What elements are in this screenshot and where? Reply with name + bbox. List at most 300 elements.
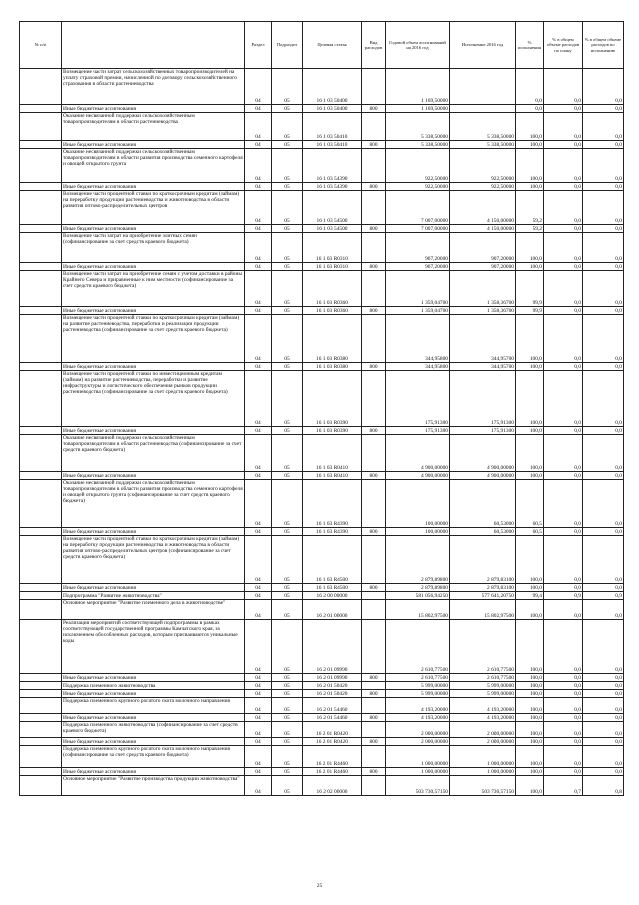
cell-percent: 60,5 <box>516 480 544 528</box>
cell-plan: 7 007,00000 <box>386 225 450 233</box>
cell-fact: 60,53000 <box>450 480 516 528</box>
cell-name: Иные бюджетные ассигнования <box>62 363 245 371</box>
cell-target-article: 16 1 03 54500 <box>303 225 362 233</box>
cell-name: Иные бюджетные ассигнования <box>62 183 245 191</box>
cell-razdel: 04 <box>245 315 272 363</box>
cell-podrazdel: 05 <box>272 105 303 113</box>
cell-plan: 2 610,77500 <box>386 674 450 682</box>
cell-podrazdel: 05 <box>272 584 303 592</box>
cell-percent: 100,0 <box>516 738 544 746</box>
cell-target-article: 16 1 03 R0410 <box>303 472 362 480</box>
cell-plan: 2 000,00000 <box>386 738 450 746</box>
cell-share-fact: 0,0 <box>583 183 624 191</box>
cell-expense-type <box>362 149 386 183</box>
cell-share-plan: 0,0 <box>544 536 583 584</box>
cell-share-fact: 0,0 <box>583 233 624 263</box>
cell-target-article: 16 2 01 50420 <box>303 682 362 690</box>
cell-fact: 1 358,36700 <box>450 271 516 307</box>
cell-share-fact: 0,0 <box>583 435 624 472</box>
cell-target-article: 16 2 02 00000 <box>303 776 362 796</box>
cell-name: Реализация мероприятий соответствующей подпрограммы в рамках соответствующей государственной программы Камчатского края, за исключением обособленных расходов, которым присваиваются уникальные коды <box>62 620 245 674</box>
table-row <box>20 191 624 225</box>
cell-percent: 100,0 <box>516 472 544 480</box>
cell-name: Основное мероприятие "Развитие производства продукции животноводства" <box>62 776 245 796</box>
cell-percent: 100,0 <box>516 682 544 690</box>
cell-share-fact: 0,0 <box>583 191 624 225</box>
cell-razdel: 04 <box>245 776 272 796</box>
cell-share-fact: 0,0 <box>583 427 624 435</box>
table-row <box>20 263 624 271</box>
cell-plan: 4 193,20000 <box>386 698 450 714</box>
cell-num <box>20 722 62 738</box>
cell-razdel: 04 <box>245 307 272 315</box>
cell-share-fact: 0,0 <box>583 620 624 674</box>
cell-name: Иные бюджетные ассигнования <box>62 472 245 480</box>
header-expense-type: Вид расходов <box>362 22 386 69</box>
table-row <box>20 472 624 480</box>
cell-percent: 100,0 <box>516 536 544 584</box>
cell-plan: 1 359,04700 <box>386 271 450 307</box>
cell-num <box>20 113 62 141</box>
cell-num <box>20 191 62 225</box>
table-row <box>20 776 624 796</box>
cell-razdel: 04 <box>245 620 272 674</box>
table-row <box>20 225 624 233</box>
cell-expense-type: 800 <box>362 307 386 315</box>
cell-percent: 100,0 <box>516 141 544 149</box>
cell-podrazdel: 05 <box>272 233 303 263</box>
header-razdel: Раздел <box>245 22 272 69</box>
cell-num <box>20 480 62 528</box>
cell-expense-type: 800 <box>362 690 386 698</box>
cell-target-article: 16 2 01 R0420 <box>303 722 362 738</box>
cell-razdel: 04 <box>245 191 272 225</box>
cell-target-article: 16 2 01 54460 <box>303 714 362 722</box>
cell-name: Поддержка племенного животноводства (софинансирование за счет средств краевого бюджета) <box>62 722 245 738</box>
table-row <box>20 307 624 315</box>
cell-plan: 5 999,00000 <box>386 682 450 690</box>
cell-share-fact: 0,0 <box>583 768 624 776</box>
cell-razdel: 04 <box>245 690 272 698</box>
cell-expense-type <box>362 698 386 714</box>
cell-podrazdel: 05 <box>272 371 303 427</box>
cell-razdel: 04 <box>245 528 272 536</box>
cell-name: Возмещение части процентной ставки по краткосрочным кредитам (займам) на переработку продукции растениеводства и животноводства в области развития оптово-распределительных центров (софинансирование за счет средств краевого бюджета) <box>62 536 245 584</box>
cell-podrazdel: 05 <box>272 714 303 722</box>
table-row <box>20 722 624 738</box>
cell-share-plan: 0,0 <box>544 141 583 149</box>
cell-share-fact: 0,0 <box>583 113 624 141</box>
cell-plan: 344,95800 <box>386 315 450 363</box>
cell-num <box>20 105 62 113</box>
cell-fact: 503 730,57150 <box>450 776 516 796</box>
cell-razdel: 04 <box>245 225 272 233</box>
cell-num <box>20 363 62 371</box>
cell-podrazdel: 05 <box>272 69 303 105</box>
cell-share-plan: 0,7 <box>544 776 583 796</box>
cell-share-plan: 0,0 <box>544 746 583 768</box>
cell-podrazdel: 05 <box>272 746 303 768</box>
table-row <box>20 682 624 690</box>
header-share-plan: % в общем объеме расходов по плану <box>544 22 583 69</box>
cell-expense-type: 800 <box>362 363 386 371</box>
cell-share-plan: 0,0 <box>544 263 583 271</box>
cell-podrazdel: 05 <box>272 183 303 191</box>
cell-name: Иные бюджетные ассигнования <box>62 528 245 536</box>
cell-podrazdel: 05 <box>272 620 303 674</box>
cell-percent: 100,0 <box>516 435 544 472</box>
cell-expense-type: 800 <box>362 472 386 480</box>
cell-expense-type: 800 <box>362 183 386 191</box>
cell-target-article: 16 1 03 50400 <box>303 69 362 105</box>
cell-target-article: 16 1 03 R0380 <box>303 315 362 363</box>
cell-share-fact: 0,0 <box>583 600 624 620</box>
cell-share-fact: 0,8 <box>583 776 624 796</box>
cell-target-article: 16 1 03 R0310 <box>303 263 362 271</box>
cell-expense-type: 800 <box>362 584 386 592</box>
cell-share-plan: 0,0 <box>544 738 583 746</box>
cell-plan: 2 879,89800 <box>386 536 450 584</box>
cell-fact: 2 610,77500 <box>450 620 516 674</box>
cell-name: Иные бюджетные ассигнования <box>62 141 245 149</box>
cell-percent: 100,0 <box>516 263 544 271</box>
cell-share-plan: 0,0 <box>544 722 583 738</box>
cell-share-plan: 0,0 <box>544 307 583 315</box>
cell-razdel: 04 <box>245 105 272 113</box>
cell-fact: 344,95700 <box>450 363 516 371</box>
table-header-row <box>20 22 624 69</box>
cell-expense-type: 800 <box>362 528 386 536</box>
cell-fact <box>450 69 516 105</box>
table-row <box>20 427 624 435</box>
cell-plan: 1 359,04700 <box>386 307 450 315</box>
cell-num <box>20 233 62 263</box>
cell-razdel: 04 <box>245 592 272 600</box>
cell-expense-type: 800 <box>362 105 386 113</box>
cell-name: Иные бюджетные ассигнования <box>62 225 245 233</box>
cell-percent: 100,0 <box>516 620 544 674</box>
cell-plan: 1 169,50000 <box>386 105 450 113</box>
cell-share-fact: 0,0 <box>583 714 624 722</box>
cell-num <box>20 768 62 776</box>
cell-share-plan: 0,0 <box>544 682 583 690</box>
cell-name: Иные бюджетные ассигнования <box>62 307 245 315</box>
cell-percent: 100,0 <box>516 363 544 371</box>
table-row <box>20 584 624 592</box>
cell-share-fact: 0,0 <box>583 315 624 363</box>
cell-expense-type: 800 <box>362 225 386 233</box>
cell-share-fact: 0,9 <box>583 592 624 600</box>
cell-name: Иные бюджетные ассигнования <box>62 768 245 776</box>
cell-podrazdel: 05 <box>272 427 303 435</box>
cell-expense-type: 800 <box>362 768 386 776</box>
header-target-article: Целевая статья <box>303 22 362 69</box>
table-row <box>20 363 624 371</box>
cell-name: Иные бюджетные ассигнования <box>62 690 245 698</box>
cell-razdel: 04 <box>245 722 272 738</box>
cell-share-plan: 0,0 <box>544 225 583 233</box>
cell-share-fact: 0,0 <box>583 69 624 105</box>
cell-plan: 922,50000 <box>386 183 450 191</box>
cell-name: Поддержка племенного крупного рогатого скота молочного направления <box>62 698 245 714</box>
cell-target-article: 16 2 01 09990 <box>303 620 362 674</box>
cell-fact: 60,53000 <box>450 528 516 536</box>
table-row <box>20 746 624 768</box>
cell-share-fact: 0,0 <box>583 746 624 768</box>
table-row <box>20 714 624 722</box>
cell-target-article: 16 1 03 R4500 <box>303 536 362 584</box>
cell-share-fact: 0,0 <box>583 738 624 746</box>
cell-podrazdel: 05 <box>272 536 303 584</box>
cell-razdel: 04 <box>245 536 272 584</box>
cell-target-article: 16 2 01 R0420 <box>303 738 362 746</box>
cell-podrazdel: 05 <box>272 738 303 746</box>
cell-target-article: 16 1 03 R4500 <box>303 584 362 592</box>
header-percent: % исполнения <box>516 22 544 69</box>
cell-target-article: 16 1 03 R0390 <box>303 427 362 435</box>
cell-num <box>20 149 62 183</box>
cell-fact: 907,20000 <box>450 263 516 271</box>
cell-share-fact: 0,0 <box>583 271 624 307</box>
cell-share-fact: 0,0 <box>583 674 624 682</box>
cell-fact: 4 150,00000 <box>450 191 516 225</box>
cell-plan: 5 999,00000 <box>386 690 450 698</box>
cell-razdel: 04 <box>245 682 272 690</box>
cell-num <box>20 620 62 674</box>
cell-num <box>20 315 62 363</box>
cell-target-article: 16 1 03 R0380 <box>303 363 362 371</box>
cell-razdel: 04 <box>245 674 272 682</box>
cell-num <box>20 307 62 315</box>
cell-fact: 2 610,77500 <box>450 674 516 682</box>
cell-fact: 4 193,20000 <box>450 714 516 722</box>
cell-expense-type: 800 <box>362 714 386 722</box>
cell-expense-type: 800 <box>362 141 386 149</box>
cell-name: Поддержка племенного животноводства <box>62 682 245 690</box>
cell-share-fact: 0,0 <box>583 105 624 113</box>
table-row <box>20 183 624 191</box>
cell-razdel: 04 <box>245 427 272 435</box>
cell-plan: 907,20000 <box>386 233 450 263</box>
budget-table-page <box>19 21 623 796</box>
cell-percent: 100,0 <box>516 183 544 191</box>
cell-percent: 100,0 <box>516 690 544 698</box>
cell-target-article: 16 2 01 09990 <box>303 674 362 682</box>
cell-name: Оказание несвязанной поддержки сельскохозяйственным товаропроизводителям в области растениеводства (софинансирование за счет средств краевого бюджета) <box>62 435 245 472</box>
cell-target-article: 16 1 03 R4390 <box>303 480 362 528</box>
cell-razdel: 04 <box>245 746 272 768</box>
cell-name: Иные бюджетные ассигнования <box>62 584 245 592</box>
cell-num <box>20 69 62 105</box>
cell-fact: 5 338,50000 <box>450 113 516 141</box>
cell-fact: 4 150,00000 <box>450 225 516 233</box>
cell-expense-type: 800 <box>362 263 386 271</box>
cell-percent: 0,0 <box>516 105 544 113</box>
cell-expense-type <box>362 315 386 363</box>
cell-name: Иные бюджетные ассигнования <box>62 263 245 271</box>
cell-percent: 100,0 <box>516 674 544 682</box>
cell-share-plan: 0,0 <box>544 584 583 592</box>
cell-plan: 922,50000 <box>386 149 450 183</box>
table-row <box>20 620 624 674</box>
cell-plan: 4 900,00000 <box>386 435 450 472</box>
cell-num <box>20 536 62 584</box>
cell-percent: 100,0 <box>516 427 544 435</box>
cell-plan: 15 802,97500 <box>386 600 450 620</box>
table-row <box>20 768 624 776</box>
cell-razdel: 04 <box>245 480 272 528</box>
cell-share-plan: 0,0 <box>544 714 583 722</box>
cell-num <box>20 690 62 698</box>
cell-percent: 100,0 <box>516 714 544 722</box>
cell-razdel: 04 <box>245 183 272 191</box>
cell-plan: 4 900,00000 <box>386 472 450 480</box>
cell-share-fact: 0,0 <box>583 371 624 427</box>
cell-share-fact: 0,0 <box>583 149 624 183</box>
cell-podrazdel: 05 <box>272 225 303 233</box>
cell-plan: 100,00000 <box>386 480 450 528</box>
cell-expense-type <box>362 191 386 225</box>
cell-num <box>20 183 62 191</box>
cell-expense-type <box>362 271 386 307</box>
cell-percent: 100,0 <box>516 746 544 768</box>
cell-podrazdel: 05 <box>272 674 303 682</box>
cell-expense-type <box>362 233 386 263</box>
cell-percent: 0,0 <box>516 69 544 105</box>
cell-num <box>20 271 62 307</box>
cell-fact: 1 000,00000 <box>450 768 516 776</box>
cell-share-plan: 0,0 <box>544 472 583 480</box>
cell-share-fact: 0,0 <box>583 536 624 584</box>
table-row <box>20 69 624 105</box>
cell-plan: 2 610,77500 <box>386 620 450 674</box>
header-podrazdel: Подраздел <box>272 22 303 69</box>
table-row <box>20 113 624 141</box>
cell-share-plan: 0,0 <box>544 371 583 427</box>
cell-plan: 907,20000 <box>386 263 450 271</box>
cell-podrazdel: 05 <box>272 315 303 363</box>
cell-plan: 2 000,00000 <box>386 722 450 738</box>
cell-name: Оказание несвязанной поддержки сельскохозяйственным товаропроизводителям в области развития производства семенного картофеля и овощей открытого грунта (софинансирование за счет средств краевого бюджета) <box>62 480 245 528</box>
table-row <box>20 480 624 528</box>
cell-podrazdel: 05 <box>272 271 303 307</box>
cell-fact: 907,20000 <box>450 233 516 263</box>
cell-fact: 5 999,00000 <box>450 682 516 690</box>
table-row <box>20 435 624 472</box>
cell-target-article: 16 1 03 50410 <box>303 113 362 141</box>
cell-share-plan: 0,0 <box>544 768 583 776</box>
cell-target-article: 16 1 03 R0390 <box>303 371 362 427</box>
cell-fact: 15 802,97500 <box>450 600 516 620</box>
cell-expense-type <box>362 435 386 472</box>
table-row <box>20 690 624 698</box>
table-row <box>20 698 624 714</box>
cell-percent: 59,2 <box>516 225 544 233</box>
cell-expense-type <box>362 600 386 620</box>
cell-plan: 175,91300 <box>386 371 450 427</box>
cell-plan: 1 000,00000 <box>386 746 450 768</box>
cell-name: Иные бюджетные ассигнования <box>62 738 245 746</box>
cell-podrazdel: 05 <box>272 435 303 472</box>
cell-num <box>20 714 62 722</box>
cell-percent: 100,0 <box>516 149 544 183</box>
cell-num <box>20 472 62 480</box>
table-row <box>20 738 624 746</box>
header-share-fact: % в общем объеме расходов по исполнению <box>583 22 624 69</box>
cell-share-fact: 0,0 <box>583 528 624 536</box>
cell-num <box>20 698 62 714</box>
cell-fact: 175,91300 <box>450 427 516 435</box>
cell-plan: 1 000,00000 <box>386 768 450 776</box>
header-annual-plan: Годовой объем ассигнований на 2016 год <box>386 22 450 69</box>
cell-target-article: 16 2 01 R4460 <box>303 768 362 776</box>
cell-percent: 100,0 <box>516 722 544 738</box>
cell-podrazdel: 05 <box>272 776 303 796</box>
cell-fact <box>450 105 516 113</box>
cell-num <box>20 263 62 271</box>
cell-percent: 59,2 <box>516 191 544 225</box>
cell-podrazdel: 05 <box>272 768 303 776</box>
cell-num <box>20 584 62 592</box>
cell-target-article: 16 1 03 R4390 <box>303 528 362 536</box>
cell-plan: 175,91300 <box>386 427 450 435</box>
cell-share-plan: 0,0 <box>544 620 583 674</box>
cell-podrazdel: 05 <box>272 149 303 183</box>
cell-name: Иные бюджетные ассигнования <box>62 105 245 113</box>
cell-expense-type <box>362 371 386 427</box>
cell-fact: 5 338,50000 <box>450 141 516 149</box>
header-name <box>62 22 245 69</box>
cell-podrazdel: 05 <box>272 141 303 149</box>
cell-share-fact: 0,0 <box>583 472 624 480</box>
cell-target-article: 16 2 01 54460 <box>303 698 362 714</box>
cell-target-article: 16 2 01 50420 <box>303 690 362 698</box>
cell-razdel: 04 <box>245 149 272 183</box>
cell-expense-type <box>362 682 386 690</box>
cell-percent: 100,0 <box>516 768 544 776</box>
cell-percent: 99,4 <box>516 592 544 600</box>
table-row <box>20 674 624 682</box>
cell-share-fact: 0,0 <box>583 690 624 698</box>
cell-num <box>20 141 62 149</box>
budget-execution-table <box>19 21 624 796</box>
cell-razdel: 04 <box>245 600 272 620</box>
cell-target-article: 16 1 03 54500 <box>303 191 362 225</box>
cell-podrazdel: 05 <box>272 472 303 480</box>
table-row <box>20 105 624 113</box>
cell-name: Возмещение части затрат на приобретение элитных семян (софинансирование за счет средств краевого бюджета) <box>62 233 245 263</box>
cell-razdel: 04 <box>245 698 272 714</box>
cell-razdel: 04 <box>245 714 272 722</box>
cell-target-article: 16 2 01 00000 <box>303 600 362 620</box>
cell-podrazdel: 05 <box>272 113 303 141</box>
cell-name: Возмещение части затрат на приобретение семян с учетом доставки в районы Крайнего Севера и приравненные к ним местности (софинансирование за счет средств краевого бюджета) <box>62 271 245 307</box>
cell-plan: 4 193,20000 <box>386 714 450 722</box>
cell-share-plan: 0,0 <box>544 183 583 191</box>
cell-share-plan: 0,0 <box>544 600 583 620</box>
cell-percent: 100,0 <box>516 315 544 363</box>
cell-podrazdel: 05 <box>272 698 303 714</box>
cell-target-article: 16 1 03 50400 <box>303 105 362 113</box>
table-row <box>20 600 624 620</box>
cell-target-article: 16 2 00 00000 <box>303 592 362 600</box>
cell-razdel: 04 <box>245 363 272 371</box>
cell-share-plan: 0,0 <box>544 233 583 263</box>
cell-percent: 100,0 <box>516 113 544 141</box>
cell-expense-type: 800 <box>362 738 386 746</box>
cell-percent: 100,0 <box>516 233 544 263</box>
cell-percent: 100,0 <box>516 600 544 620</box>
